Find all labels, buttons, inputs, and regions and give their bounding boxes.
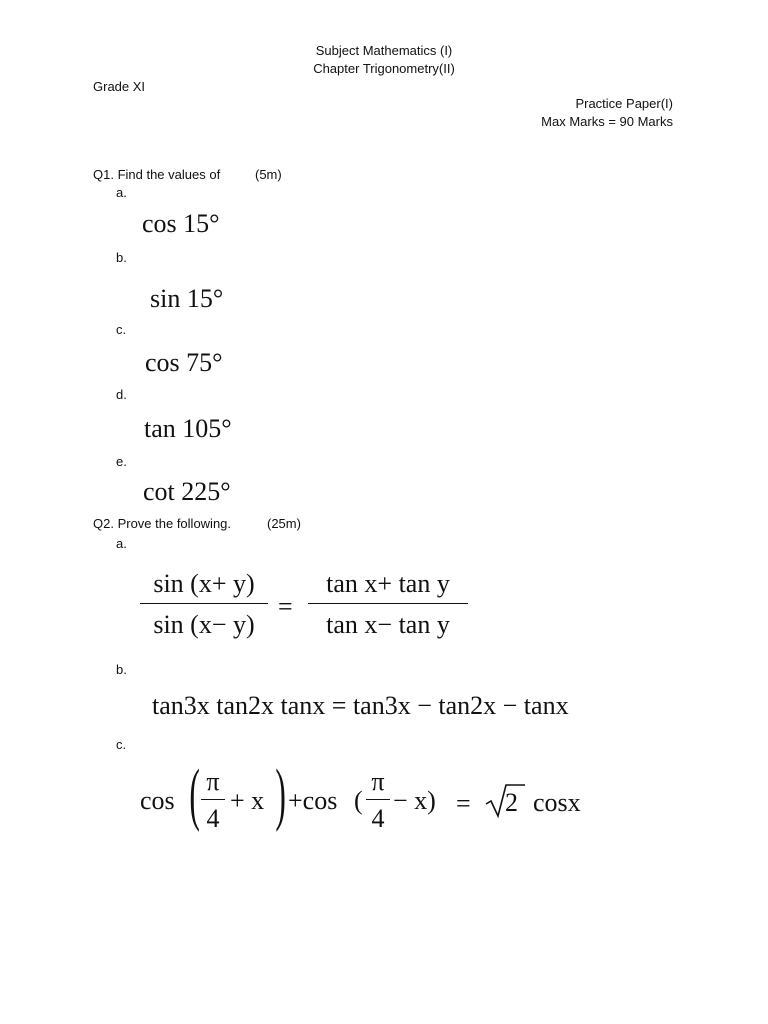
q2a-equals: = [278, 592, 293, 621]
fraction-bar [140, 603, 268, 604]
q2c-plus-x: + x [230, 786, 265, 815]
q2-marks: (25m) [267, 516, 301, 531]
q2a-lhs-numerator: sin (x+ y) [153, 569, 255, 598]
q2b-expr: tan3x tan2x tanx = tan3x − tan2x − tanx [152, 691, 569, 720]
q2-label-b: b. [116, 662, 127, 677]
q2c-cosx: cosx [533, 788, 581, 817]
q2c-equals: = [456, 789, 471, 818]
q2a-lhs-fraction [140, 569, 268, 640]
q1-expr-c: cos 75° [145, 348, 223, 377]
q2c-sqrt-radicand: 2 [505, 788, 518, 817]
q2-title: Q2. Prove the following. [93, 516, 232, 531]
subject-line: Subject Mathematics (I) [315, 43, 453, 58]
q1-expr-d: tan 105° [144, 414, 232, 443]
paper-line: Practice Paper(I) [575, 96, 673, 111]
q1-expr-a: cos 15° [142, 209, 220, 238]
q2c-minus-x: − x) [393, 786, 436, 815]
fraction-bar [308, 603, 468, 604]
max-marks-line: Max Marks = 90 Marks [541, 114, 673, 129]
q1-marks: (5m) [255, 167, 282, 182]
q1-label-b: b. [116, 250, 127, 265]
q2c-pi-over-4-first: π 4 [201, 768, 225, 833]
q1-expr-e: cot 225° [143, 477, 231, 506]
q2c-pi-over-4-second: π 4 [366, 768, 390, 833]
q2a-rhs-numerator: tan x+ tan y [326, 569, 450, 598]
q1-title: Q1. Find the values of [93, 167, 221, 182]
q2a-rhs-fraction [308, 569, 468, 640]
q2c-big-open-paren: ( [189, 756, 200, 833]
q1-label-e: e. [116, 454, 127, 469]
q1-label-d: d. [116, 387, 127, 402]
q2c-plus-cos: +cos [288, 786, 338, 815]
chapter-line: Chapter Trigonometry(II) [313, 61, 455, 76]
grade-line: Grade XI [93, 79, 146, 94]
q2c-cos1: cos [140, 786, 175, 815]
q2a-lhs-denominator: sin (x− y) [153, 610, 255, 640]
q2a-rhs-denominator: tan x− tan y [326, 610, 450, 640]
q2-label-c: c. [116, 737, 127, 752]
q2c-big-close-paren: ) [275, 756, 286, 833]
q1-label-c: c. [116, 322, 127, 337]
q2-label-a: a. [116, 536, 127, 551]
q1-label-a: a. [116, 185, 127, 200]
q2c-open-paren: ( [354, 786, 363, 815]
q1-expr-b: sin 15° [150, 284, 224, 313]
